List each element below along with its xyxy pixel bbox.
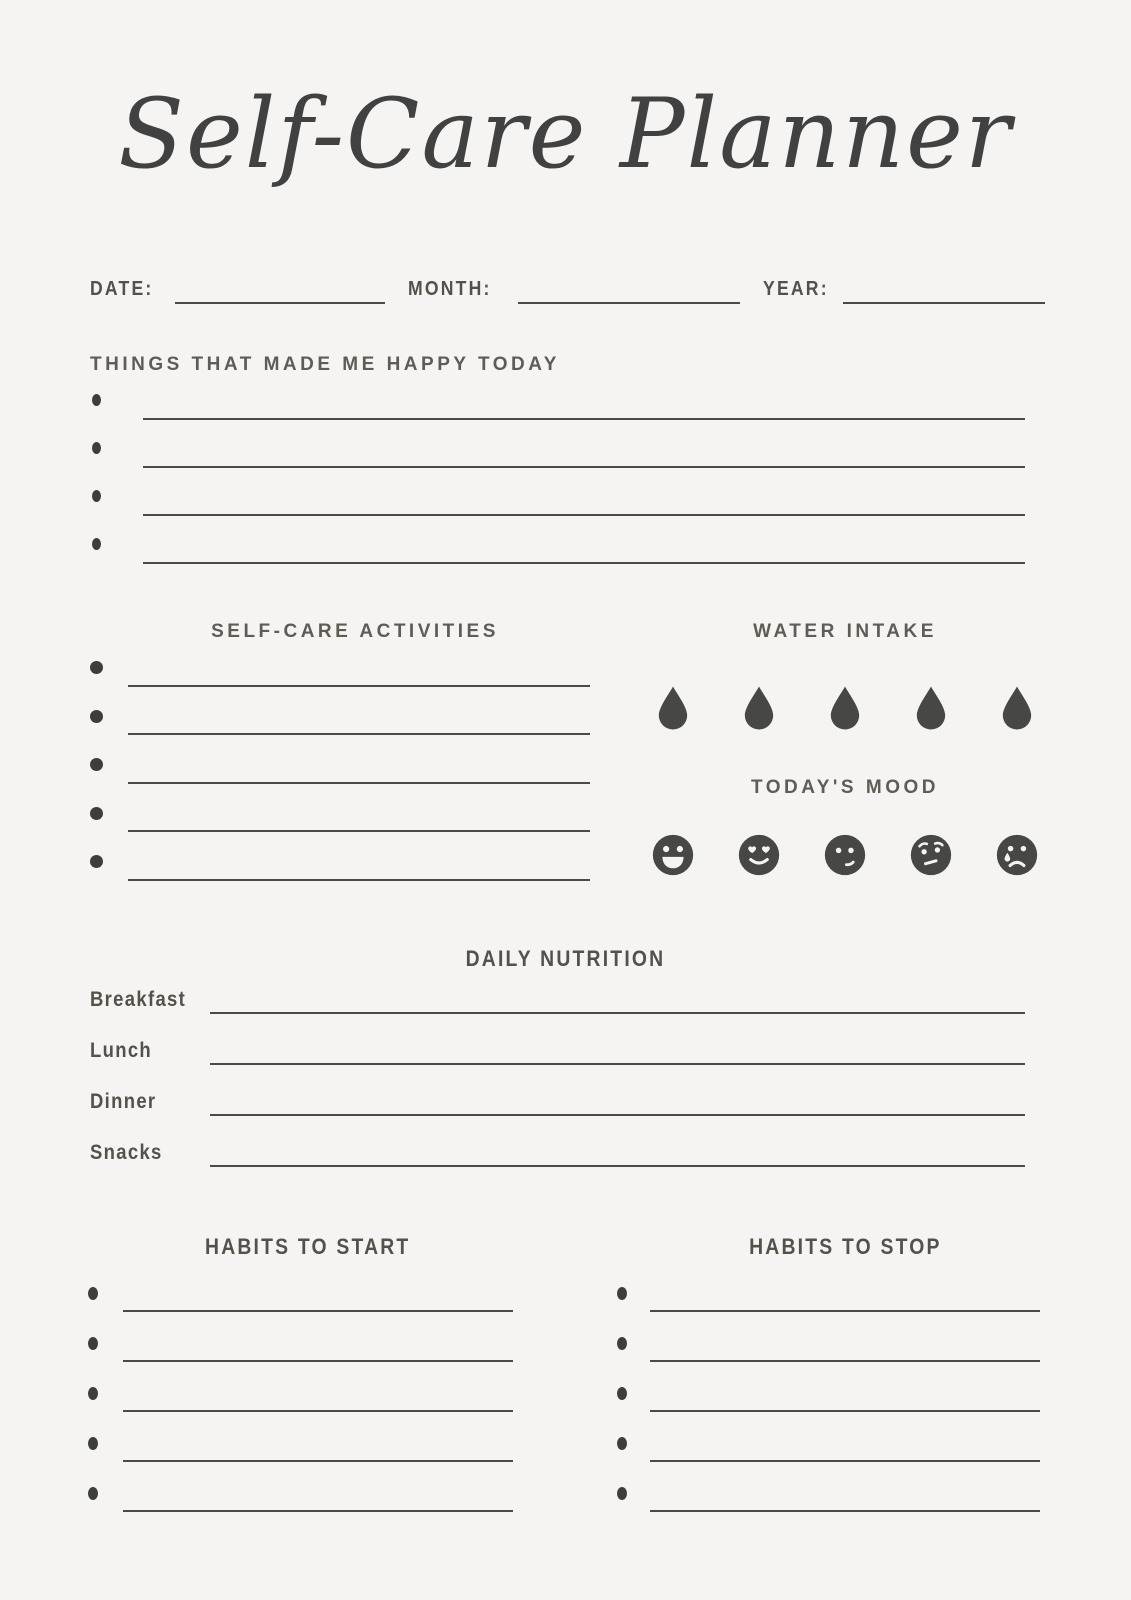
date-input-line[interactable] xyxy=(175,302,385,304)
bullet-icon xyxy=(90,661,103,674)
write-line[interactable] xyxy=(210,1165,1025,1167)
bullet-icon xyxy=(617,1337,627,1350)
habit-stop-item xyxy=(0,1262,1131,1312)
self-care-list-item xyxy=(0,638,1131,687)
snacks-label: Snacks xyxy=(90,1141,163,1164)
month-input-line[interactable] xyxy=(518,302,740,304)
water-drop-icon[interactable] xyxy=(741,685,777,730)
date-row xyxy=(0,276,1131,310)
water-drop-icon[interactable] xyxy=(913,685,949,730)
happy-list-item xyxy=(0,516,1131,564)
lunch-label: Lunch xyxy=(90,1039,153,1062)
habits-start-heading: HABITS TO START xyxy=(205,1234,411,1259)
bullet-icon xyxy=(617,1287,627,1300)
write-line[interactable] xyxy=(650,1510,1040,1512)
habit-stop-item xyxy=(0,1312,1131,1362)
grinning-face-icon[interactable] xyxy=(651,833,695,877)
bullet-icon xyxy=(92,538,101,550)
happy-heading: THINGS THAT MADE ME HAPPY TODAY xyxy=(90,354,560,375)
habits-stop-heading: HABITS TO STOP xyxy=(748,1234,942,1259)
habit-stop-item xyxy=(0,1462,1131,1512)
confused-face-icon[interactable] xyxy=(909,833,953,877)
page-title: Self-Care Planner xyxy=(118,78,1013,190)
happy-list xyxy=(0,372,1131,564)
bullet-icon xyxy=(92,394,101,406)
nutrition-row xyxy=(0,1014,1131,1065)
month-label: MONTH: xyxy=(408,278,492,300)
date-label: DATE: xyxy=(90,278,154,300)
year-input-line[interactable] xyxy=(843,302,1045,304)
happy-list-item xyxy=(0,372,1131,420)
crying-face-icon[interactable] xyxy=(995,833,1039,877)
bullet-icon xyxy=(617,1437,627,1450)
bullet-icon xyxy=(90,758,103,771)
bullet-icon xyxy=(92,490,101,502)
nutrition-row xyxy=(0,1065,1131,1116)
year-label: YEAR: xyxy=(763,278,829,300)
bullet-icon xyxy=(617,1487,627,1500)
nutrition-heading: DAILY NUTRITION xyxy=(465,946,666,971)
bullet-icon xyxy=(92,442,101,454)
happy-list-item xyxy=(0,420,1131,468)
mood-heading: TODAY'S MOOD xyxy=(751,777,939,798)
water-drop-icon[interactable] xyxy=(655,685,691,730)
smirking-face-icon[interactable] xyxy=(823,833,867,877)
write-line[interactable] xyxy=(143,562,1025,564)
bullet-icon xyxy=(90,807,103,820)
nutrition-row xyxy=(0,1116,1131,1167)
self-care-heading: SELF-CARE ACTIVITIES xyxy=(211,621,499,642)
water-intake-tracker xyxy=(655,685,1035,730)
dinner-label: Dinner xyxy=(90,1090,157,1113)
habit-stop-item xyxy=(0,1362,1131,1412)
nutrition-row xyxy=(0,963,1131,1014)
bullet-icon xyxy=(90,855,103,868)
write-line[interactable] xyxy=(128,879,590,881)
habit-stop-item xyxy=(0,1412,1131,1462)
heart-eyes-face-icon[interactable] xyxy=(737,833,781,877)
breakfast-label: Breakfast xyxy=(90,988,187,1011)
nutrition-list xyxy=(0,963,1131,1167)
mood-selector xyxy=(651,833,1039,877)
habits-stop-list xyxy=(0,1262,1131,1512)
water-drop-icon[interactable] xyxy=(999,685,1035,730)
water-intake-heading: WATER INTAKE xyxy=(753,621,937,642)
bullet-icon xyxy=(90,710,103,723)
water-drop-icon[interactable] xyxy=(827,685,863,730)
happy-list-item xyxy=(0,468,1131,516)
bullet-icon xyxy=(617,1387,627,1400)
